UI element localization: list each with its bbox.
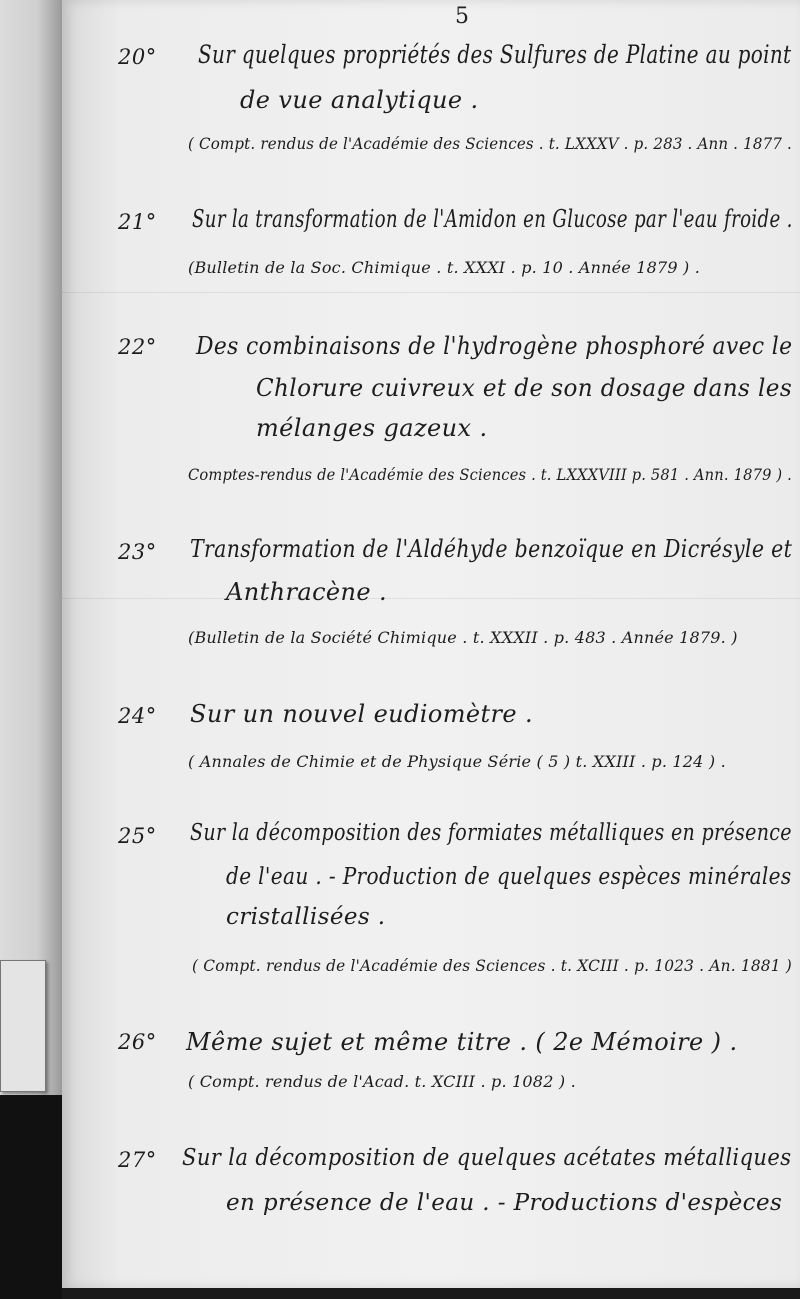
entry-title-line: Sur un nouvel eudiomètre . xyxy=(190,700,534,728)
entry-title-line: Chlorure cuivreux et de son dosage dans les xyxy=(256,374,793,402)
entry-number: 23° xyxy=(118,540,157,564)
entry-reference: (Bulletin de la Société Chimique . t. XXXII . p. 483 . Année 1879. ) xyxy=(188,628,738,647)
entry-number: 27° xyxy=(118,1148,157,1172)
entry-reference: ( Compt. rendus de l'Académie des Sciences . t. LXXXV . p. 283 . Ann . 1877 . xyxy=(188,134,793,153)
entry-reference: Comptes-rendus de l'Académie des Sciences . t. LXXXVIII p. 581 . Ann. 1879 ) . xyxy=(188,465,792,484)
page-number: 5 xyxy=(455,4,469,29)
entry-reference: ( Annales de Chimie et de Physique Série ( 5 ) t. XXIII . p. 124 ) . xyxy=(188,752,726,771)
scan-background xyxy=(0,1095,62,1299)
entry-title-line: cristallisées . xyxy=(226,904,386,930)
entry-number: 25° xyxy=(118,824,157,848)
entry-number: 26° xyxy=(118,1030,157,1054)
entry-number: 21° xyxy=(118,210,157,234)
paper-crease xyxy=(62,292,800,293)
entry-number: 24° xyxy=(118,704,157,728)
entry-title-line: Des combinaisons de l'hydrogène phosphoré avec le xyxy=(196,332,793,360)
entry-reference: (Bulletin de la Soc. Chimique . t. XXXI . p. 10 . Année 1879 ) . xyxy=(188,258,701,277)
entry-title-line: Sur quelques propriétés des Sulfures de Platine au point xyxy=(198,40,792,69)
entry-title-line: Sur la transformation de l'Amidon en Glucose par l'eau froide . xyxy=(192,205,793,233)
page-clip xyxy=(0,960,46,1092)
entry-number: 20° xyxy=(118,45,157,69)
entry-title-line: Sur la décomposition des formiates métalliques en présence xyxy=(190,820,792,846)
entry-title-line: Même sujet et même titre . ( 2e Mémoire ) . xyxy=(186,1028,738,1056)
entry-title-line: Sur la décomposition de quelques acétates métalliques xyxy=(182,1145,792,1171)
entry-title-line: de vue analytique . xyxy=(240,86,479,114)
entry-title-line: Transformation de l'Aldéhyde benzoïque en Dicrésyle et xyxy=(190,535,793,563)
entry-reference: ( Compt. rendus de l'Académie des Sciences . t. XCIII . p. 1023 . An. 1881 ) xyxy=(192,956,792,975)
paper-crease xyxy=(62,598,800,599)
entry-title-line: en présence de l'eau . - Productions d'espèces xyxy=(226,1190,783,1216)
entry-title-line: mélanges gazeux . xyxy=(256,414,488,442)
entry-number: 22° xyxy=(118,335,157,359)
entry-title-line: Anthracène . xyxy=(226,578,388,606)
entry-reference: ( Compt. rendus de l'Acad. t. XCIII . p. 1082 ) . xyxy=(188,1072,576,1091)
entry-title-line: de l'eau . - Production de quelques espèces minérales xyxy=(226,864,792,890)
